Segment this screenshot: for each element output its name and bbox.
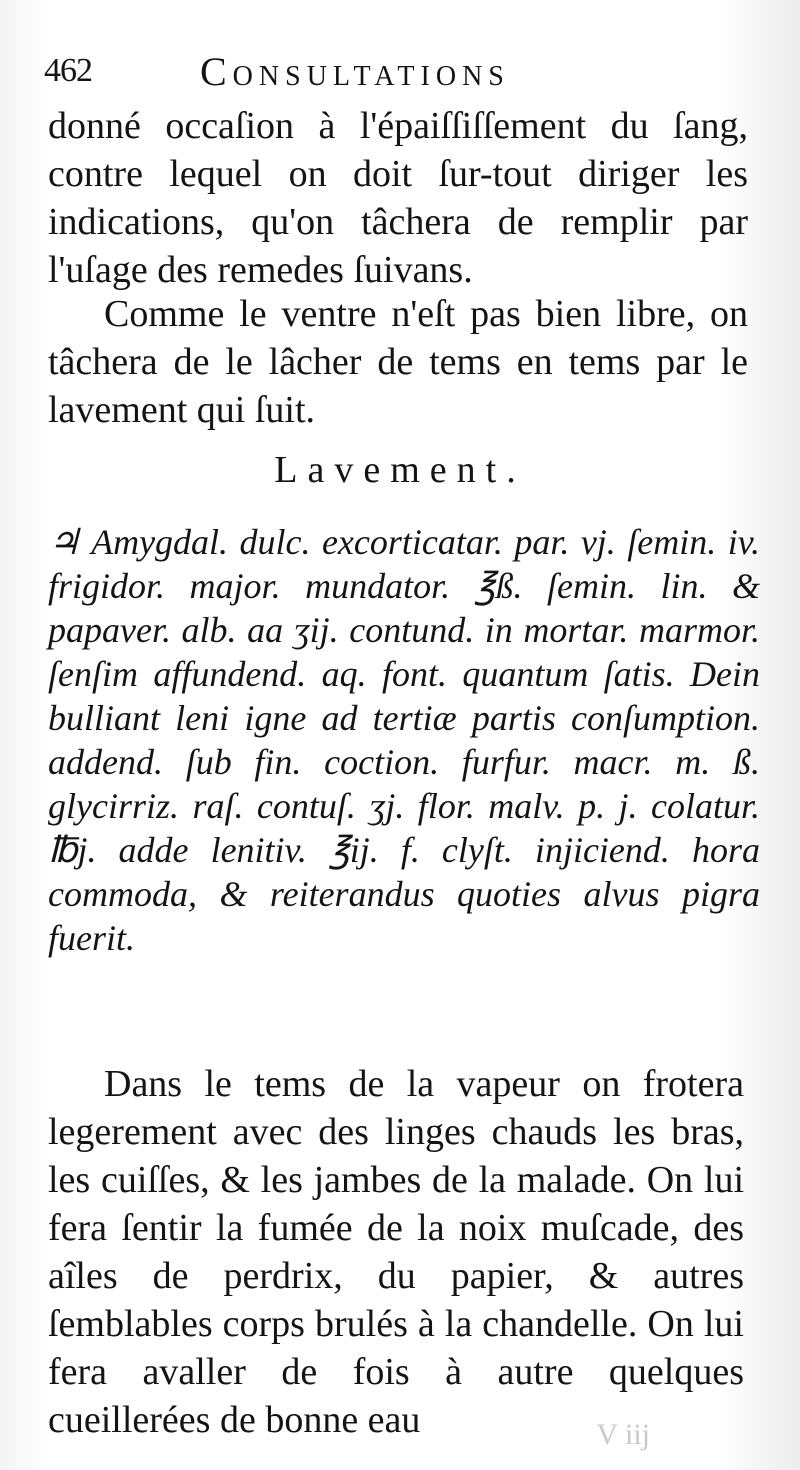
paragraph-continued: donné occaſion à l'épaiſſiſſement du ſang, contre lequel on doit ſur-tout diriger les indications, qu'on tâchera de remplir par l'uſage des remedes ſuivans. bbox=[48, 105, 748, 291]
signature-mark: V iij bbox=[596, 1418, 650, 1451]
page-number: 462 bbox=[44, 52, 92, 89]
paragraph-vapeur-treatment: Dans le tems de la vapeur on frotera legerement avec des linges chauds les bras, les cuiſſes, & les jambes de la malade. On lui fera ſentir la fumée de la noix muſcade, des aîles de perdrix, du papier, & autres ſemblables corps brulés à la chandelle. On lui fera avaller de fois à autre quelques cueillerées de bonne eau bbox=[48, 1063, 744, 1441]
section-title-lavement: Lavement. bbox=[274, 449, 526, 491]
page-header bbox=[40, 48, 760, 100]
running-head: Consultations bbox=[200, 49, 510, 94]
prescription-latin: ♃ Amygdal. dulc. excorticatar. par. vj. ſemin. iv. frigidor. major. mundator. ℥ß. ſemin. lin. & papaver. alb. aa ʒij. contund. in mortar. marmor. ſenſim affundend. aq. font. quantum ſatis. Dein bulliant leni igne ad tertiæ partis conſumption. addend. ſub fin. coction. furfur. macr. m. ß. glycirriz. raſ. contuſ. ʒj. flor. malv. p. j. colatur. ℔j. adde lenitiv. ℥ij. f. clyſt. injiciend. hora commoda, & reiterandus quoties alvus pigra fuerit. bbox=[48, 522, 760, 958]
paragraph-lavement-intro: Comme le ventre n'eſt pas bien libre, on tâchera de le lâcher de tems en tems par le lavement qui ſuit. bbox=[48, 293, 748, 431]
